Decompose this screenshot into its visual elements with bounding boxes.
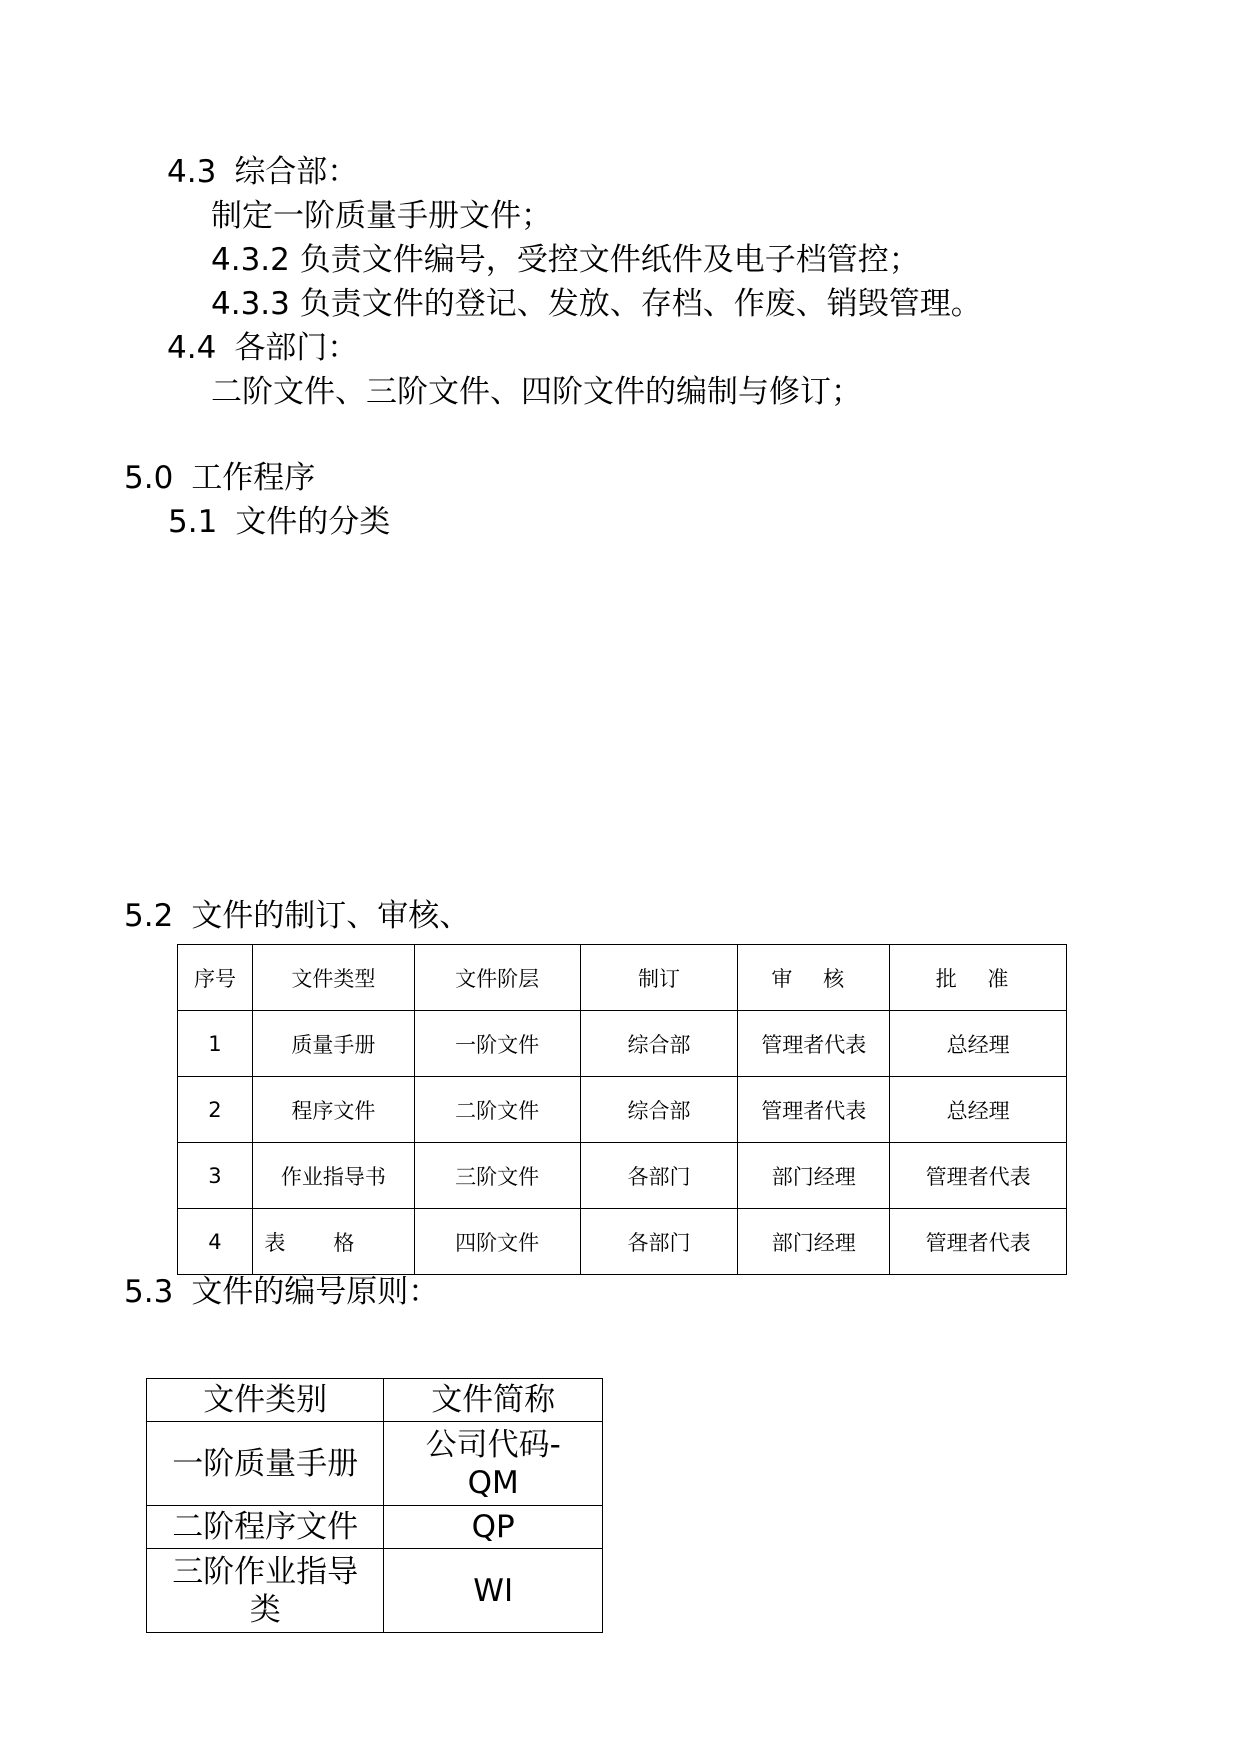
table-row bbox=[178, 1011, 1067, 1077]
table-cell: 各部门 bbox=[580, 1143, 738, 1209]
heading-title: 工作程序 bbox=[191, 460, 316, 496]
table-cell: 管理者代表 bbox=[738, 1011, 890, 1077]
table-cell: 质量手册 bbox=[252, 1011, 414, 1077]
table-cell: 管理者代表 bbox=[738, 1077, 890, 1143]
header-cell: 制订 bbox=[580, 945, 738, 1011]
table-cell: 4 bbox=[178, 1209, 253, 1275]
heading-title: 文件的制订、审核、 bbox=[191, 898, 471, 934]
heading-5-1 bbox=[168, 502, 390, 542]
table-cell: 总经理 bbox=[890, 1077, 1067, 1143]
heading-4-3 bbox=[167, 152, 358, 192]
paragraph-4-3-1: 制定一阶质量手册文件； bbox=[211, 198, 552, 234]
heading-title: 综合部： bbox=[234, 154, 359, 190]
table-cell: 程序文件 bbox=[252, 1077, 414, 1143]
table-header-row bbox=[147, 1379, 603, 1422]
table-cell: 各部门 bbox=[580, 1209, 738, 1275]
heading-5-3 bbox=[124, 1272, 439, 1312]
table-cell: 二阶文件 bbox=[414, 1077, 580, 1143]
heading-title: 文件的分类 bbox=[235, 504, 391, 540]
table-cell: 综合部 bbox=[580, 1011, 738, 1077]
header-cell: 序号 bbox=[178, 945, 253, 1011]
heading-number: 5.3 bbox=[124, 1274, 174, 1310]
table-row bbox=[147, 1506, 603, 1549]
heading-number: 5.0 bbox=[124, 460, 174, 496]
table-row bbox=[147, 1549, 603, 1633]
table-row bbox=[147, 1422, 603, 1506]
table-row bbox=[178, 1143, 1067, 1209]
paragraph-4-3-2: 4.3.2 负责文件编号，受控文件纸件及电子档管控； bbox=[211, 242, 920, 278]
header-cell: 文件简称 bbox=[384, 1379, 603, 1422]
table-cell: 三阶作业指导类 bbox=[147, 1549, 384, 1633]
header-cell: 文件类别 bbox=[147, 1379, 384, 1422]
table-cell: 一阶文件 bbox=[414, 1011, 580, 1077]
header-cell: 文件阶层 bbox=[414, 945, 580, 1011]
heading-title: 各部门： bbox=[234, 330, 359, 366]
table-cell: 一阶质量手册 bbox=[147, 1422, 384, 1506]
table-cell: 2 bbox=[178, 1077, 253, 1143]
table-cell: QP bbox=[384, 1506, 603, 1549]
table-cell: 二阶程序文件 bbox=[147, 1506, 384, 1549]
header-cell: 批 准 bbox=[890, 945, 1067, 1011]
header-cell: 文件类型 bbox=[252, 945, 414, 1011]
table-cell: 1 bbox=[178, 1011, 253, 1077]
table-cell: 综合部 bbox=[580, 1077, 738, 1143]
table-header-row bbox=[178, 945, 1067, 1011]
table-cell: 作业指导书 bbox=[252, 1143, 414, 1209]
table-row bbox=[178, 1209, 1067, 1275]
paragraph-4-4-1: 二阶文件、三阶文件、四阶文件的编制与修订； bbox=[211, 374, 862, 410]
heading-number: 5.2 bbox=[124, 898, 174, 934]
heading-number: 4.4 bbox=[167, 330, 217, 366]
heading-number: 4.3 bbox=[167, 154, 217, 190]
table-cell: 公司代码-QM bbox=[384, 1422, 603, 1506]
paragraph-4-3-3: 4.3.3 负责文件的登记、发放、存档、作废、销毁管理。 bbox=[211, 286, 982, 322]
table-cell: 管理者代表 bbox=[890, 1209, 1067, 1275]
table-cell: WI bbox=[384, 1549, 603, 1633]
table-cell: 总经理 bbox=[890, 1011, 1067, 1077]
header-cell: 审 核 bbox=[738, 945, 890, 1011]
table-cell: 部门经理 bbox=[738, 1143, 890, 1209]
table-cell: 部门经理 bbox=[738, 1209, 890, 1275]
heading-5-0 bbox=[124, 458, 315, 498]
table-row bbox=[178, 1077, 1067, 1143]
heading-number: 5.1 bbox=[168, 504, 218, 540]
table-cell: 表格 bbox=[252, 1209, 414, 1275]
table-cell: 管理者代表 bbox=[890, 1143, 1067, 1209]
heading-4-4 bbox=[167, 328, 358, 368]
heading-5-2 bbox=[124, 896, 470, 936]
approval-table bbox=[177, 944, 1067, 1275]
code-table bbox=[146, 1378, 603, 1633]
table-cell: 三阶文件 bbox=[414, 1143, 580, 1209]
table-cell: 3 bbox=[178, 1143, 253, 1209]
table-cell: 四阶文件 bbox=[414, 1209, 580, 1275]
heading-title: 文件的编号原则： bbox=[191, 1274, 440, 1310]
